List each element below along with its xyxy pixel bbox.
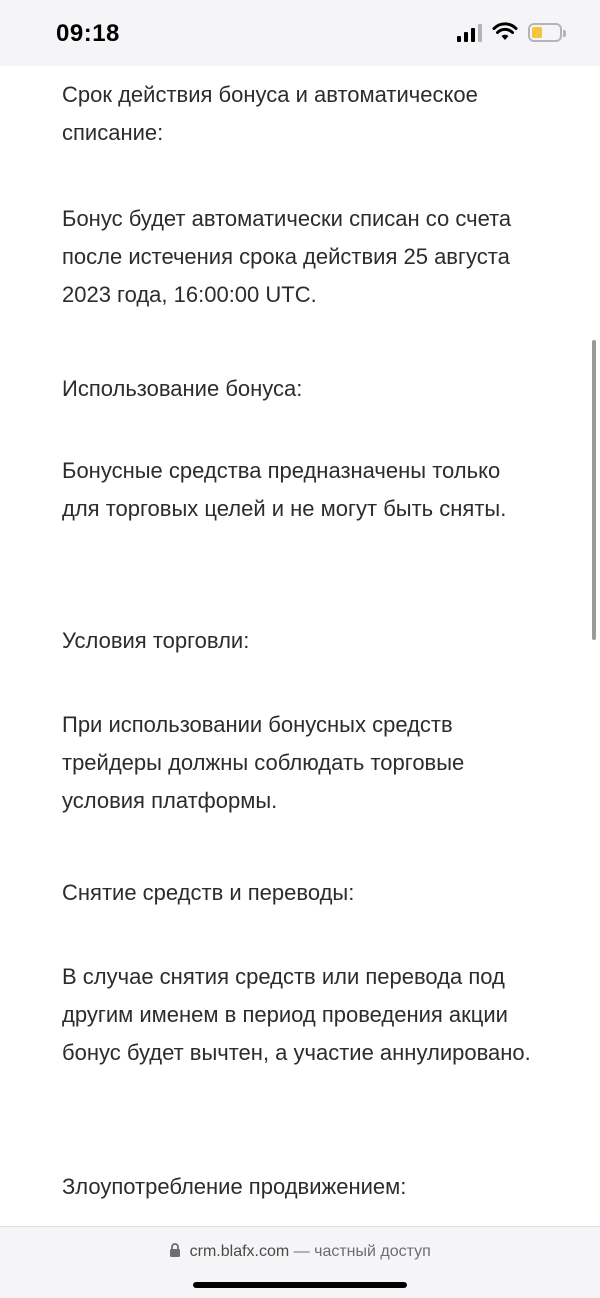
scrollbar[interactable] xyxy=(592,340,596,640)
paragraph-bonus-expiry: Бонус будет автоматически списан со счета после истечения срока действия 25 августа 2023 года, 16:00:00 UTC. xyxy=(62,206,512,307)
private-access-label: — частный доступ xyxy=(293,1243,431,1260)
article-content[interactable] xyxy=(0,66,600,1226)
status-icons xyxy=(457,22,562,42)
wifi-icon xyxy=(492,22,518,42)
battery-icon xyxy=(528,23,562,42)
section-heading-trading-conditions: Условия торговли: xyxy=(62,628,250,653)
paragraph-bonus-usage: Бонусные средства предназначены только для торговых целей и не могут быть сняты. xyxy=(62,458,507,521)
section-heading-promotion-abuse: Злоупотребление продвижением: xyxy=(62,1174,407,1199)
browser-address-bar[interactable] xyxy=(0,1226,600,1298)
signal-icon xyxy=(457,22,482,42)
paragraph-withdrawals: В случае снятия средств или перевода под другим именем в период проведения акции бонус будет вычтен, а участие аннулировано. xyxy=(62,964,531,1065)
battery-level xyxy=(532,27,542,38)
status-time: 09:18 xyxy=(56,20,120,47)
section-heading-bonus-expiry: Срок действия бонуса и автоматическое списание: xyxy=(62,82,478,145)
paragraph-trading-conditions: При использовании бонусных средств трейдеры должны соблюдать торговые условия платформы. xyxy=(62,712,465,813)
home-indicator[interactable] xyxy=(193,1282,407,1288)
section-heading-withdrawals: Снятие средств и переводы: xyxy=(62,880,355,905)
url-row[interactable] xyxy=(0,1243,600,1261)
lock-icon xyxy=(169,1243,181,1257)
section-heading-bonus-usage: Использование бонуса: xyxy=(62,376,303,401)
status-bar xyxy=(0,0,600,66)
url-text[interactable]: crm.blafx.com xyxy=(189,1243,290,1260)
